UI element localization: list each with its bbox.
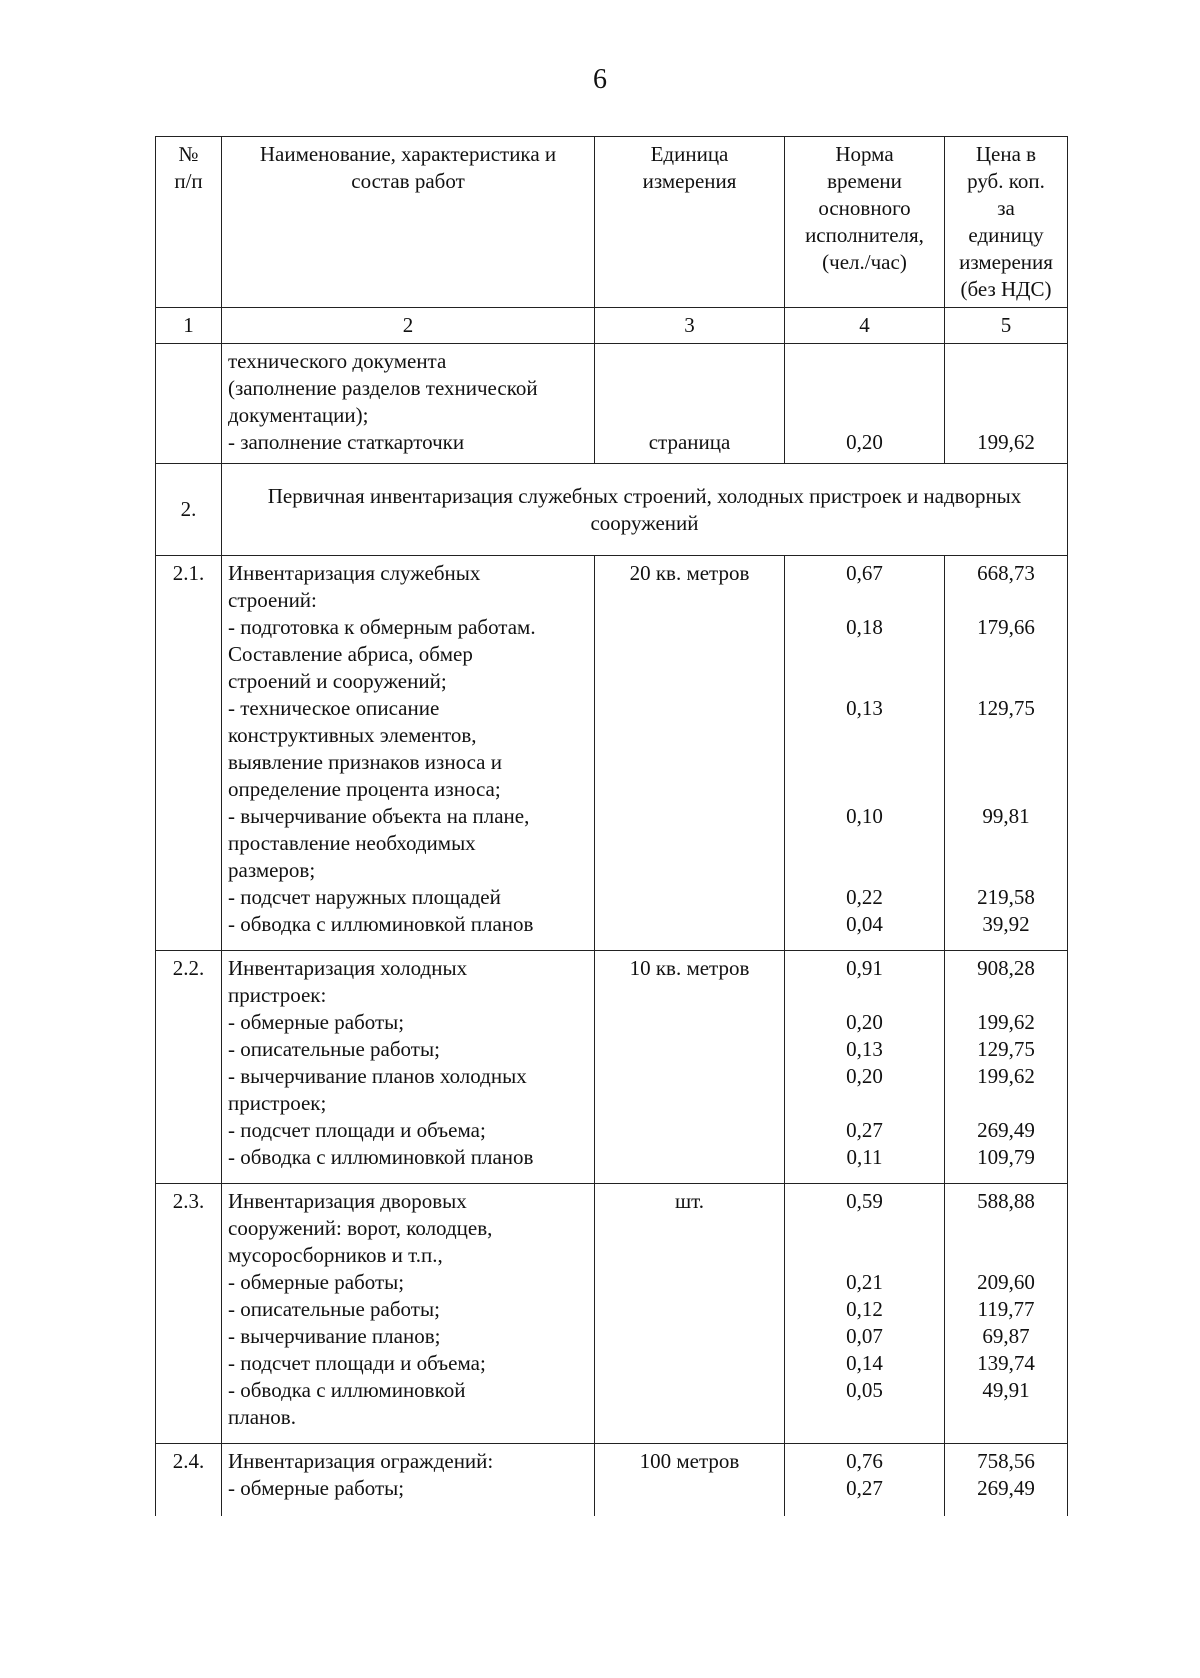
table-row	[156, 1444, 1068, 1517]
row-number: 2.2.	[156, 951, 222, 1184]
row-norm: 0,76 0,27	[785, 1444, 945, 1517]
row-description: технического документа (заполнение разделов технической документации); - заполнение статкарточки	[222, 344, 595, 464]
row-price: 908,28 199,62 129,75 199,62 269,49 109,79	[945, 951, 1068, 1184]
row-price: 199,62	[945, 344, 1068, 464]
header-col-name: Наименование, характеристика и состав работ	[222, 137, 595, 308]
row-norm: 0,20	[785, 344, 945, 464]
row-unit: 10 кв. метров	[595, 951, 785, 1184]
header-col-number: № п/п	[156, 137, 222, 308]
row-norm: 0,91 0,20 0,13 0,20 0,27 0,11	[785, 951, 945, 1184]
column-number: 2	[222, 308, 595, 344]
row-description: Инвентаризация дворовых сооружений: ворот, колодцев, мусоросборников и т.п., - обмерные работы; - описательные работы; - вычерчивание планов; - подсчет площади и объема; - обводка с иллюминовкой планов.	[222, 1184, 595, 1444]
column-number: 4	[785, 308, 945, 344]
table-row	[156, 556, 1068, 951]
section-title: Первичная инвентаризация служебных строений, холодных пристроек и надворных сооружений	[222, 464, 1068, 556]
row-number: 2.4.	[156, 1444, 222, 1517]
page-number: 6	[593, 64, 607, 95]
row-unit: шт.	[595, 1184, 785, 1444]
row-number	[156, 344, 222, 464]
column-number-row	[156, 308, 1068, 344]
row-unit: 20 кв. метров	[595, 556, 785, 951]
column-number: 1	[156, 308, 222, 344]
column-number: 3	[595, 308, 785, 344]
row-number: 2.3.	[156, 1184, 222, 1444]
row-unit: страница	[595, 344, 785, 464]
row-price: 668,73 179,66 129,75 99,81 219,58 39,92	[945, 556, 1068, 951]
row-number: 2.1.	[156, 556, 222, 951]
header-col-unit: Единица измерения	[595, 137, 785, 308]
table-row	[156, 951, 1068, 1184]
row-price: 758,56 269,49	[945, 1444, 1068, 1517]
row-price: 588,88 209,60 119,77 69,87 139,74 49,91	[945, 1184, 1068, 1444]
table-header-row	[156, 137, 1068, 308]
table-row	[156, 1184, 1068, 1444]
section-number: 2.	[156, 464, 222, 556]
row-description: Инвентаризация служебных строений: - подготовка к обмерным работам. Составление абриса, обмер строений и сооружений; - техническое описание конструктивных элементов, выявление признаков износа и определение процента износа; - вычерчивание объекта на плане, проставление необходимых размеров; - подсчет наружных площадей - обводка с иллюминовкой планов	[222, 556, 595, 951]
row-unit: 100 метров	[595, 1444, 785, 1517]
row-description: Инвентаризация холодных пристроек: - обмерные работы; - описательные работы; - вычерчивание планов холодных пристроек; - подсчет площади и объема; - обводка с иллюминовкой планов	[222, 951, 595, 1184]
price-table	[155, 136, 1068, 1516]
row-norm: 0,67 0,18 0,13 0,10 0,22 0,04	[785, 556, 945, 951]
header-col-norm: Норма времени основного исполнителя, (чел./час)	[785, 137, 945, 308]
row-description: Инвентаризация ограждений: - обмерные работы;	[222, 1444, 595, 1517]
section-row	[156, 464, 1068, 556]
header-col-price: Цена в руб. коп. за единицу измерения (без НДС)	[945, 137, 1068, 308]
continued-row	[156, 344, 1068, 464]
column-number: 5	[945, 308, 1068, 344]
row-norm: 0,59 0,21 0,12 0,07 0,14 0,05	[785, 1184, 945, 1444]
